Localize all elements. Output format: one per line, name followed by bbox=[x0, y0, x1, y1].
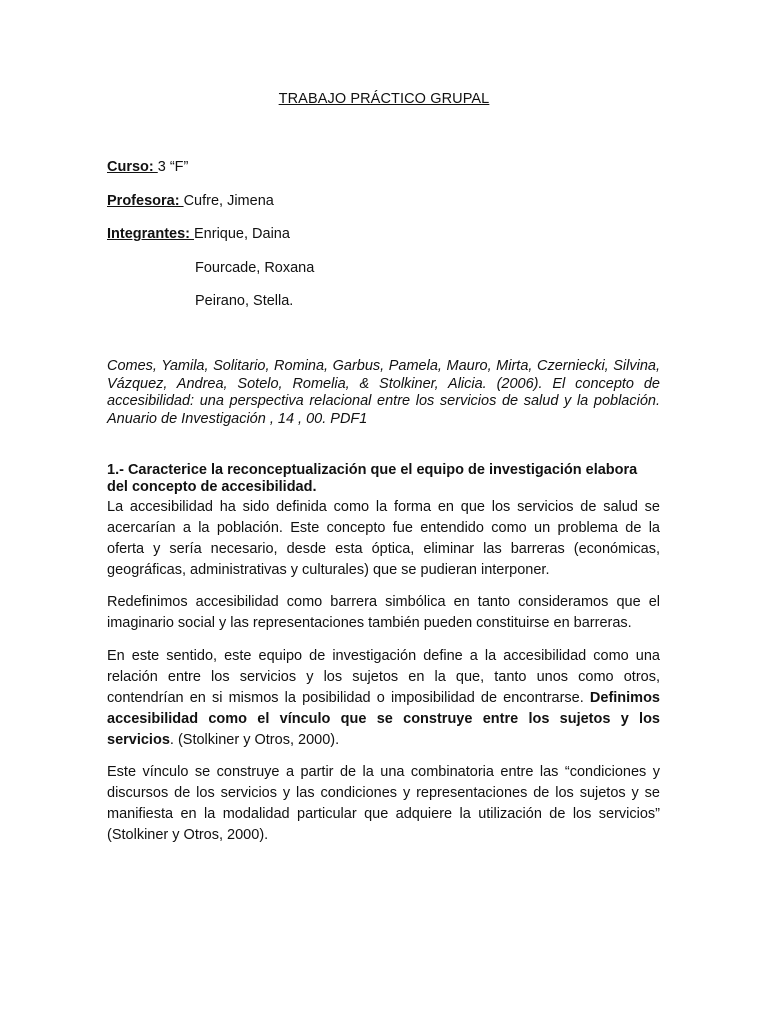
integrante-3: Peirano, Stella. bbox=[195, 293, 294, 309]
paragraph-3 bbox=[107, 646, 660, 751]
curso-label: Curso: bbox=[107, 159, 158, 175]
paragraph-2: Redefinimos accesibilidad como barrera simbólica en tanto consideramos que el imaginario social y las representaciones también pueden constituirse en barreras. bbox=[107, 594, 660, 631]
question-heading: 1.- Caracterice la reconceptualización que el equipo de investigación elabora del concepto de accesibilidad. bbox=[107, 462, 638, 495]
curso-row bbox=[107, 157, 188, 177]
citation: Comes, Yamila, Solitario, Romina, Garbus, Pamela, Mauro, Mirta, Czerniecki, Silvina, Vázquez, Andrea, Sotelo, Romelia, & Stolkiner, Alicia. (2006). El concepto de accesibilidad: una perspectiva relacional entre los servicios de salud y la población. Anuario de Investigación , 14 , 00. PDF1 bbox=[107, 358, 660, 427]
profesora-row bbox=[107, 191, 274, 211]
paragraph-3-bold: Definimos accesibilidad como el vínculo que se construye entre los sujetos y los servicios bbox=[107, 690, 660, 748]
paragraph-4: Este vínculo se construye a partir de la una combinatoria entre las “condiciones y discursos de los servicios y las condiciones y representaciones de los sujetos y se manifiesta en la modalidad particular que adquiere la utilización de los servicios” (Stolkiner y Otros, 2000). bbox=[107, 764, 660, 843]
integrante-2: Fourcade, Roxana bbox=[195, 260, 315, 276]
paragraph-1: La accesibilidad ha sido definida como la forma en que los servicios de salud se acercarían a la población. Este concepto fue entendido como un problema de la oferta y sería necesario, desde esta óptica, eliminar las barreras (económicas, geográficas, administrativas y culturales) que se pudieran interponer. bbox=[107, 499, 660, 578]
curso-value: 3 “F” bbox=[157, 159, 189, 175]
integrantes-row bbox=[107, 224, 290, 244]
profesora-label: Profesora: bbox=[107, 193, 184, 209]
integrantes-label: Integrantes: bbox=[107, 226, 195, 242]
paragraph-3-start: En este sentido, este equipo de investigación define a la accesibilidad como una relación entre los servicios y los sujetos en la que, tanto unos como otros, contendrían en si mismos la posibilidad o imposibilidad de encontrarse. bbox=[107, 648, 660, 706]
document-title: TRABAJO PRÁCTICO GRUPAL bbox=[278, 91, 490, 107]
integrante-1: Enrique, Daina bbox=[194, 226, 290, 242]
profesora-value: Cufre, Jimena bbox=[183, 193, 274, 209]
paragraph-3-end: . (Stolkiner y Otros, 2000). bbox=[169, 732, 340, 748]
